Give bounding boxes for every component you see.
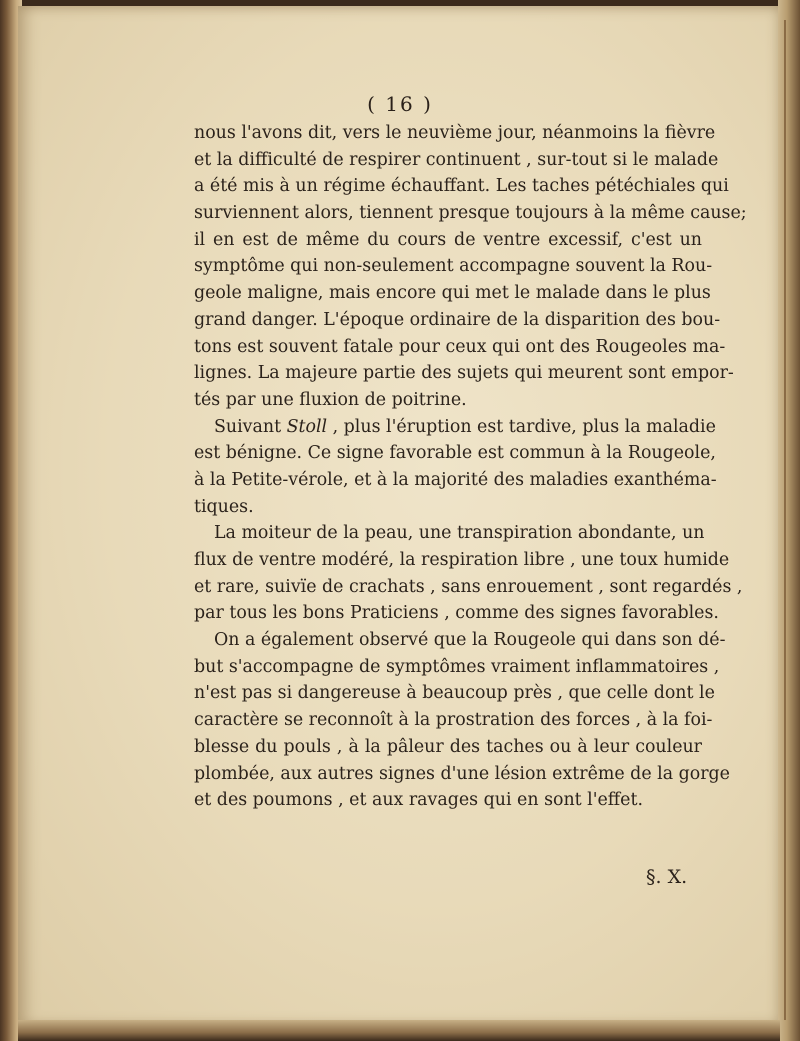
- text-line: et rare, suivïe de crachats , sans enrouement , sont regardés ,: [194, 576, 743, 597]
- text-fragment: , plus l'éruption est tardive, plus la maladie: [327, 416, 716, 437]
- text-line: nous l'avons dit, vers le neuvième jour, néanmoins la fièvre: [194, 123, 716, 143]
- text-line: geole maligne, mais encore qui met le malade dans le plus: [194, 283, 711, 304]
- text-line: lignes. La majeure partie des sujets qui meurent sont empor-: [194, 363, 734, 384]
- body-text: [194, 120, 747, 814]
- text-line: surviennent alors, tiennent presque toujours à la même cause;: [194, 203, 747, 224]
- text-line: il en est de même du cours de ventre excessif, c'est un: [194, 229, 702, 250]
- page-edge-right: [778, 0, 800, 1041]
- text-line: tons est souvent fatale pour ceux qui ont des Rougeoles ma-: [194, 336, 726, 357]
- page-edge-line: [784, 20, 786, 1020]
- text-line: plombée, aux autres signes d'une lésion extrême de la gorge: [194, 763, 730, 784]
- catchword: §. X.: [646, 866, 688, 888]
- text-line: symptôme qui non-seulement accompagne souvent la Rou-: [194, 256, 713, 277]
- text-line: flux de ventre modéré, la respiration libre , une toux humide: [194, 550, 730, 570]
- text-line: grand danger. L'époque ordinaire de la disparition des bou-: [194, 309, 721, 330]
- text-fragment: Suivant: [214, 416, 287, 437]
- text-line: n'est pas si dangereuse à beaucoup près , que celle dont le: [194, 683, 715, 704]
- text-line: est bénigne. Ce signe favorable est commun à la Rougeole,: [194, 443, 716, 464]
- text-line: On a également observé que la Rougeole qui dans son dé-: [214, 630, 726, 651]
- text-line: et la difficulté de respirer continuent , sur-tout si le malade: [194, 149, 719, 170]
- author-name-italic: Stoll: [286, 416, 328, 437]
- text-line: blesse du pouls , à la pâleur des taches ou à leur couleur: [194, 736, 702, 757]
- text-line: tiques.: [194, 496, 254, 517]
- page-edge-bottom: [18, 1020, 780, 1041]
- text-line: a été mis à un régime échauffant. Les taches pétéchiales qui: [194, 176, 729, 197]
- text-line: La moiteur de la peau, une transpiration abondante, un: [214, 523, 705, 544]
- text-line: et des poumons , et aux ravages qui en sont l'effet.: [194, 790, 643, 811]
- text-line: [194, 414, 716, 441]
- text-line: à la Petite-vérole, et à la majorité des maladies exanthéma-: [194, 469, 717, 490]
- page-number: ( 16 ): [367, 92, 433, 116]
- text-line: but s'accompagne de symptômes vraiment inflammatoires ,: [194, 656, 720, 677]
- text-line: tés par une fluxion de poitrine.: [194, 389, 467, 410]
- text-line: par tous les bons Praticiens , comme des signes favorables.: [194, 603, 719, 624]
- text-line: caractère se reconnoît à la prostration des forces , à la foi-: [194, 710, 713, 731]
